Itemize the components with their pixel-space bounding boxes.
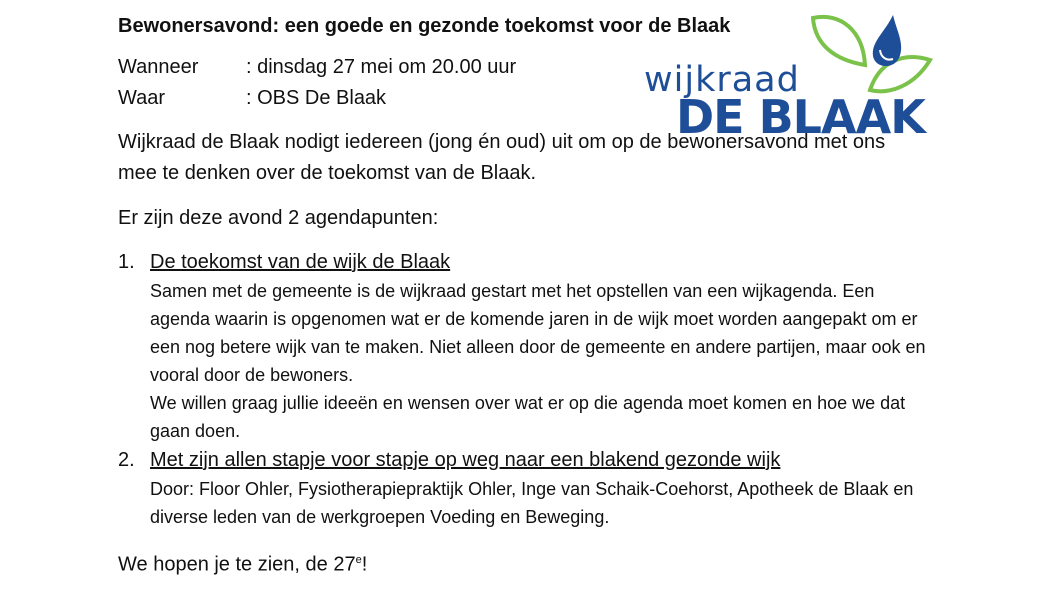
closing-text: We hopen je te zien, de 27 xyxy=(118,553,356,576)
detail-value: : dinsdag 27 mei om 20.00 uur xyxy=(246,56,517,78)
detail-value: : OBS De Blaak xyxy=(246,87,387,109)
leaf-drop-icon xyxy=(805,10,935,100)
agenda-item-paragraph: Samen met de gemeente is de wijkraad gestart met het opstellen van een wijkagenda. Een agenda waarin is opgenomen wat er de komende jaren in de wijk moet worden aangepakt om er een nog betere wijk van te maken. Niet alleen door de gemeente en andere partijen, maar ook en vooral door de bewoners. xyxy=(150,281,926,385)
agenda-lead: Er zijn deze avond 2 agendapunten: xyxy=(118,207,439,229)
logo-name: DE BLAAK xyxy=(676,90,925,144)
agenda-item xyxy=(118,247,938,445)
agenda-item-heading: Met zijn allen stapje voor stapje op weg naar een blakend gezonde wijk xyxy=(150,449,781,471)
closing-sup: e xyxy=(355,554,362,566)
wijkraad-logo xyxy=(640,10,935,144)
agenda-item-number: 1. xyxy=(118,251,135,273)
agenda-list xyxy=(118,247,938,531)
detail-label: Wanneer xyxy=(118,56,199,78)
closing-line xyxy=(118,545,938,581)
page-title: Bewonersavond: een goede en gezonde toekomst voor de Blaak xyxy=(118,15,731,37)
agenda-item xyxy=(118,445,938,531)
agenda-item-number: 2. xyxy=(118,449,135,471)
logo-word: wijkraad xyxy=(644,60,800,100)
closing-end: ! xyxy=(361,553,368,576)
agenda-item-paragraph: Door: Floor Ohler, Fysiotherapiepraktijk Ohler, Inge van Schaik-Coehorst, Apotheek de Blaak en diverse leden van de werkgroepen Voeding en Beweging. xyxy=(150,479,914,527)
intro-paragraph: Wijkraad de Blaak nodigt iedereen (jong én oud) uit om op de bewonersavond met ons mee te denken over de toekomst van de Blaak. xyxy=(118,131,886,184)
agenda-item-heading: De toekomst van de wijk de Blaak xyxy=(150,251,451,273)
agenda-item-paragraph: We willen graag jullie ideeën en wensen over wat er op die agenda moet komen en hoe we dat gaan doen. xyxy=(150,393,906,441)
detail-label: Waar xyxy=(118,87,166,109)
